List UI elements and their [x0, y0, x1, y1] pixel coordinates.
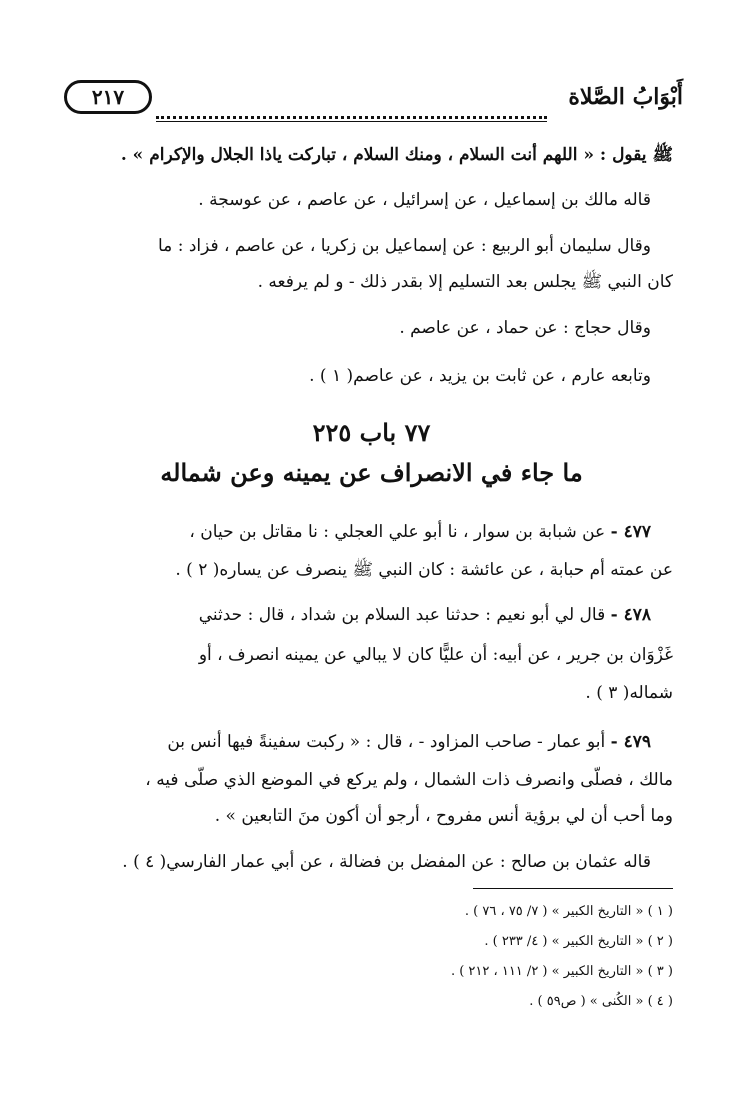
hadith-478-line-2: غَزْوَان بن جرير ، عن أبيه: أن عليًّا كان لا يبالي عن يمينه انصرف ، أو — [198, 645, 673, 665]
page-header — [62, 78, 683, 122]
hadith-number: ٤٧٩ - — [610, 732, 651, 752]
hadith-477-line-1: ٤٧٧ - عن شبابة بن سوار ، نا أبو علي العجلي : نا مقاتل بن حيان ، — [189, 522, 651, 542]
footnote-2: ( ٢ ) « التاريخ الكبير » ( ٤/ ٢٣٣ ) . — [484, 934, 673, 949]
footnote-4: ( ٤ ) « الكُنى » ( ص٥٩ ) . — [529, 994, 673, 1009]
hadith-479-line-3: وما أحب أن لي برؤية أنس مفروح ، أرجو أن أكون منَ التابعين » . — [214, 806, 673, 826]
chapter-number: ٧٧ باب ٢٢٥ — [312, 418, 431, 447]
chapter-title: ما جاء في الانصراف عن يمينه وعن شماله — [160, 458, 583, 487]
text-line-4: كان النبي ﷺ يجلس بعد التسليم إلا بقدر ذلك - و لم يرفعه . — [257, 272, 673, 292]
header-dotted-rule — [156, 116, 547, 119]
text-line-5: وقال حجاج : عن حماد ، عن عاصم . — [399, 318, 651, 338]
running-title: أَبْوَابُ الصَّلاة — [568, 84, 683, 110]
hadith-number: ٤٧٨ - — [610, 605, 651, 625]
hadith-number: ٤٧٧ - — [610, 522, 651, 542]
hadith-477-line-2: عن عمته أم حبابة ، عن عائشة : كان النبي ﷺ ينصرف عن يساره( ٢ ) . — [175, 560, 673, 580]
text-line-2: قاله مالك بن إسماعيل ، عن إسرائيل ، عن عاصم ، عن عوسجة . — [198, 190, 651, 210]
hadith-478-line-3: شماله( ٣ ) . — [585, 683, 673, 703]
hadith-479-line-2: مالك ، فصلّى وانصرف ذات الشمال ، ولم يركع في الموضع الذي صلّى فيه ، — [145, 770, 673, 790]
hadith-478-line-1: ٤٧٨ - قال لي أبو نعيم : حدثنا عبد السلام بن شداد ، قال : حدثني — [198, 605, 651, 625]
hadith-479-line-1: ٤٧٩ - أبو عمار - صاحب المزاود - ، قال : « ركبت سفينةً فيها أنس بن — [167, 732, 651, 752]
text-line-3: وقال سليمان أبو الربيع : عن إسماعيل بن زكريا ، عن عاصم ، فزاد : ما — [158, 236, 651, 256]
text-line-6: وتابعه عارم ، عن ثابت بن يزيد ، عن عاصم( ١ ) . — [309, 366, 651, 386]
closing-line: قاله عثمان بن صالح : عن المفضل بن فضالة ، عن أبي عمار الفارسي( ٤ ) . — [122, 852, 651, 872]
header-solid-rule — [156, 121, 547, 122]
footnote-separator — [473, 888, 673, 889]
footnote-3: ( ٣ ) « التاريخ الكبير » ( ٢/ ١١١ ، ٢١٢ ) . — [450, 964, 673, 979]
text-line-1: ﷺ يقول : « اللهم أنت السلام ، ومنك السلام ، تباركت ياذا الجلال والإكرام » . — [120, 145, 673, 165]
footnote-1: ( ١ ) « التاريخ الكبير » ( ٧/ ٧٥ ، ٧٦ ) . — [464, 904, 673, 919]
page-number: ٢١٧ — [64, 80, 152, 114]
